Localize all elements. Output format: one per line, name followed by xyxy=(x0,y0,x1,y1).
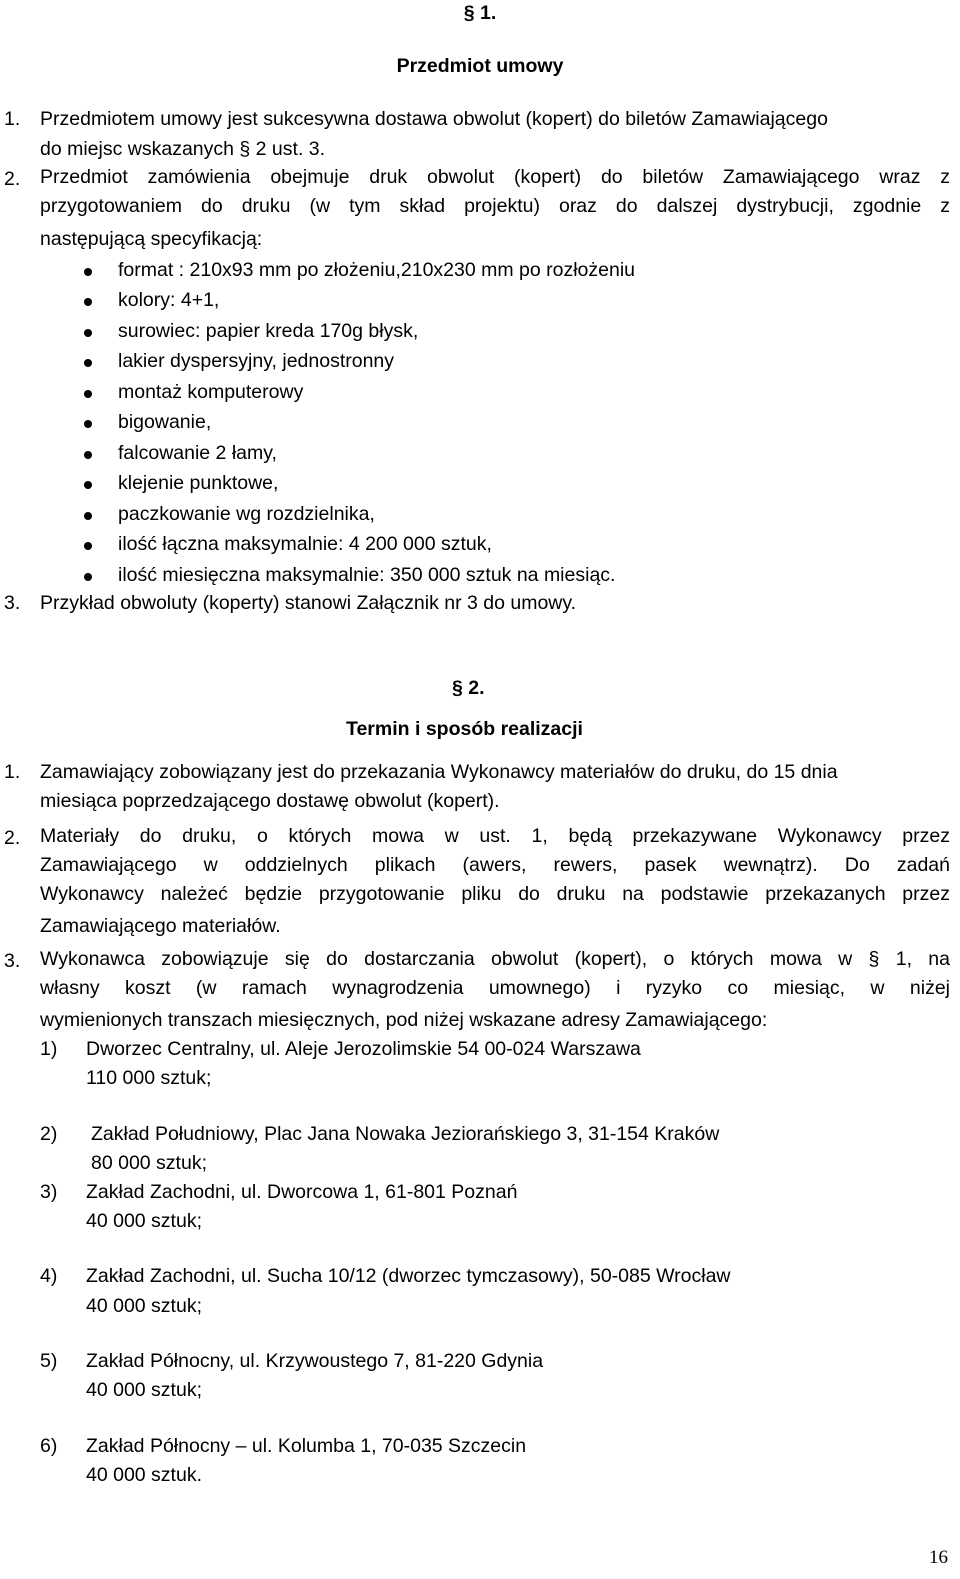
bullet-icon xyxy=(84,512,92,520)
item-number: 2. xyxy=(4,827,21,849)
address-text: Zakład Zachodni, ul. Dworcowa 1, 61-801 Poznań xyxy=(86,1181,518,1203)
item-text-line: Przedmiot zamówienia obejmuje druk obwolut (kopert) do biletów Zamawiającego wraz z xyxy=(40,166,950,188)
section-2-heading: § 2. xyxy=(452,677,485,699)
item-number: 2. xyxy=(4,168,21,190)
bullet-icon xyxy=(84,420,92,428)
bullet-icon xyxy=(84,542,92,550)
spec-item-text: lakier dyspersyjny, jednostronny xyxy=(118,350,395,372)
address-number: 5) xyxy=(40,1350,58,1372)
spec-item-text: klejenie punktowe, xyxy=(118,472,279,494)
bullet-icon xyxy=(84,481,92,489)
bullet-icon xyxy=(84,390,92,398)
address-text: Dworzec Centralny, ul. Aleje Jerozolimskie 54 00-024 Warszawa xyxy=(86,1038,641,1060)
item-text-line: do miejsc wskazanych § 2 ust. 3. xyxy=(40,138,326,160)
address-text: Zakład Północny, ul. Krzywoustego 7, 81-220 Gdynia xyxy=(86,1350,544,1372)
bullet-icon xyxy=(84,268,92,276)
section-1-heading: § 1. xyxy=(463,2,497,24)
address-number: 6) xyxy=(40,1435,58,1457)
address-quantity: 40 000 sztuk; xyxy=(86,1379,202,1401)
address-number: 4) xyxy=(40,1265,58,1287)
page-number: 16 xyxy=(929,1547,948,1568)
spec-item-text: ilość miesięczna maksymalnie: 350 000 sztuk na miesiąc. xyxy=(118,564,616,586)
item-text-line: Przykład obwoluty (koperty) stanowi Załącznik nr 3 do umowy. xyxy=(40,592,577,614)
address-text: Zakład Północny – ul. Kolumba 1, 70-035 Szczecin xyxy=(86,1435,527,1457)
item-text-line: Zamawiający zobowiązany jest do przekazania Wykonawcy materiałów do druku, do 15 dnia xyxy=(40,761,838,783)
bullet-icon xyxy=(84,298,92,306)
address-number: 1) xyxy=(40,1038,58,1060)
address-quantity: 110 000 sztuk; xyxy=(86,1067,212,1089)
spec-item-text: format : 210x93 mm po złożeniu,210x230 mm po rozłożeniu xyxy=(118,259,636,281)
item-text-line: następującą specyfikacją: xyxy=(40,228,263,250)
section-1-title: Przedmiot umowy xyxy=(396,55,564,77)
spec-item-text: montaż komputerowy xyxy=(118,381,304,403)
item-text-line: Wykonawcy należeć będzie przygotowanie pliku do druku na podstawie przekazanych przez xyxy=(40,883,950,905)
item-text-line: miesiąca poprzedzającego dostawę obwolut (kopert). xyxy=(40,790,500,812)
section-2-title: Termin i sposób realizacji xyxy=(346,718,583,740)
item-number: 3. xyxy=(4,950,21,972)
address-quantity: 40 000 sztuk. xyxy=(86,1464,202,1486)
item-text-line: Zamawiającego materiałów. xyxy=(40,915,281,937)
item-text-line: przygotowaniem do druku (w tym skład projektu) oraz do dalszej dystrybucji, zgodnie z xyxy=(40,195,950,217)
spec-item-text: bigowanie, xyxy=(118,411,212,433)
spec-item-text: paczkowanie wg rozdzielnika, xyxy=(118,503,375,525)
item-number: 1. xyxy=(4,108,21,130)
item-number: 1. xyxy=(4,761,21,783)
bullet-icon xyxy=(84,573,92,581)
item-number: 3. xyxy=(4,592,21,614)
spec-item-text: surowiec: papier kreda 170g błysk, xyxy=(118,320,419,342)
bullet-icon xyxy=(84,359,92,367)
item-text-line: Zamawiającego w oddzielnych plikach (awers, rewers, pasek wewnątrz). Do zadań xyxy=(40,854,950,876)
spec-item-text: ilość łączna maksymalnie: 4 200 000 sztuk, xyxy=(118,533,492,555)
address-text: Zakład Południowy, Plac Jana Nowaka Jeziorańskiego 3, 31-154 Kraków xyxy=(91,1123,720,1145)
item-text-line: Przedmiotem umowy jest sukcesywna dostawa obwolut (kopert) do biletów Zamawiającego xyxy=(40,108,828,130)
address-quantity: 80 000 sztuk; xyxy=(91,1152,207,1174)
spec-item-text: falcowanie 2 łamy, xyxy=(118,442,277,464)
bullet-icon xyxy=(84,451,92,459)
address-text: Zakład Zachodni, ul. Sucha 10/12 (dworzec tymczasowy), 50-085 Wrocław xyxy=(86,1265,731,1287)
address-number: 2) xyxy=(40,1123,58,1145)
bullet-icon xyxy=(84,329,92,337)
address-quantity: 40 000 sztuk; xyxy=(86,1210,202,1232)
address-number: 3) xyxy=(40,1181,58,1203)
item-text-line: Wykonawca zobowiązuje się do dostarczania obwolut (kopert), o których mowa w § 1, na xyxy=(40,948,950,970)
spec-item-text: kolory: 4+1, xyxy=(118,289,220,311)
item-text-line: własny koszt (w ramach wynagrodzenia umownego) i ryzyko co miesiąc, w niżej xyxy=(40,977,950,999)
item-text-line: wymienionych transzach miesięcznych, pod niżej wskazane adresy Zamawiającego: xyxy=(40,1009,768,1031)
address-quantity: 40 000 sztuk; xyxy=(86,1295,202,1317)
item-text-line: Materiały do druku, o których mowa w ust. 1, będą przekazywane Wykonawcy przez xyxy=(40,825,950,847)
